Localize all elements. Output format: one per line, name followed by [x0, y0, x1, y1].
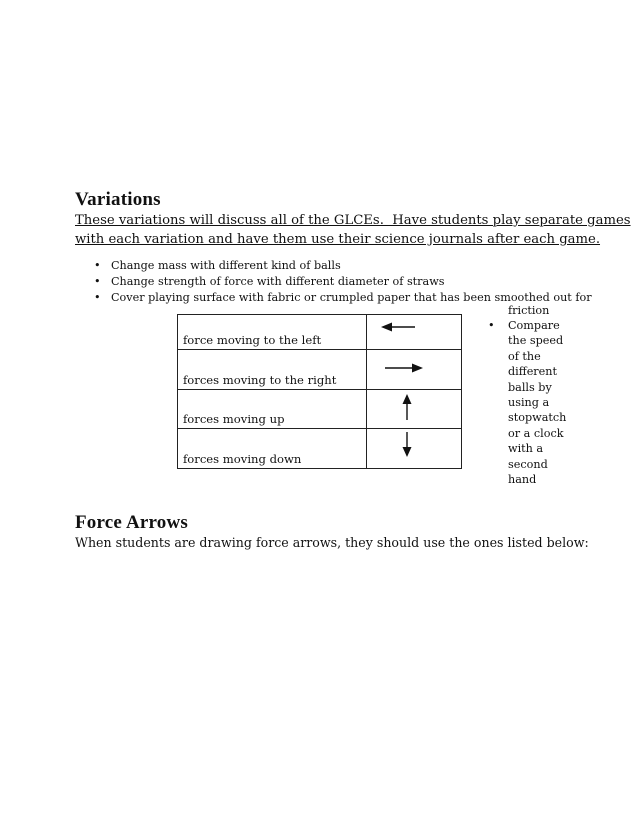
arrow-down-icon — [367, 429, 462, 469]
compare-line: different — [508, 365, 557, 379]
compare-bullet-marker: • — [488, 319, 495, 332]
arrow-right-icon — [367, 350, 462, 390]
compare-bullet — [488, 318, 578, 487]
table-row — [178, 350, 462, 390]
arrow-up-icon — [367, 390, 462, 429]
table-row — [178, 429, 462, 469]
compare-line: the speed — [508, 334, 564, 348]
force-arrows-heading: Force Arrows — [75, 512, 189, 533]
compare-line: Compare — [508, 319, 560, 332]
table-cell-arrow — [367, 315, 462, 350]
bullet-item-surface: • Cover playing surface with fabric or crumpled paper that has been smoothed out for — [94, 290, 592, 306]
table-cell-label: forces moving up — [178, 390, 367, 429]
compare-line: hand — [508, 473, 537, 487]
variations-bullet-list — [94, 258, 592, 306]
compare-line: with a — [508, 442, 544, 456]
table-cell-arrow — [367, 390, 462, 429]
table-cell-arrow — [367, 350, 462, 390]
table-cell-label: force moving to the left — [178, 315, 367, 350]
bullet-item-mass: • Change mass with different kind of balls — [94, 258, 592, 274]
variations-intro-line1: These variations will discuss all of the GLCEs. Have students play separate games — [75, 213, 631, 228]
variations-intro — [75, 211, 631, 249]
bullet-continuation-friction: friction — [508, 304, 550, 317]
arrow-left-icon — [367, 315, 462, 350]
table-row — [178, 390, 462, 429]
table-row — [178, 315, 462, 350]
bullet-item-strength: • Change strength of force with different diameter of straws — [94, 274, 592, 290]
table-cell-arrow — [367, 429, 462, 469]
variations-intro-line2: with each variation and have them use their science journals after each game. — [75, 232, 601, 247]
compare-line: stopwatch — [508, 411, 567, 425]
compare-bullet-text — [508, 318, 578, 487]
compare-line: balls by — [508, 380, 552, 394]
compare-line: second — [508, 457, 548, 471]
compare-line: of the — [508, 349, 541, 363]
compare-line: or a clock — [508, 426, 564, 440]
force-arrows-text: When students are drawing force arrows, they should use the ones listed below: — [75, 535, 589, 550]
variations-heading: Variations — [75, 189, 161, 210]
compare-line: using a — [508, 396, 550, 410]
force-arrows-table — [177, 314, 462, 469]
table-cell-label: forces moving to the right — [178, 350, 367, 390]
table-cell-label: forces moving down — [178, 429, 367, 469]
